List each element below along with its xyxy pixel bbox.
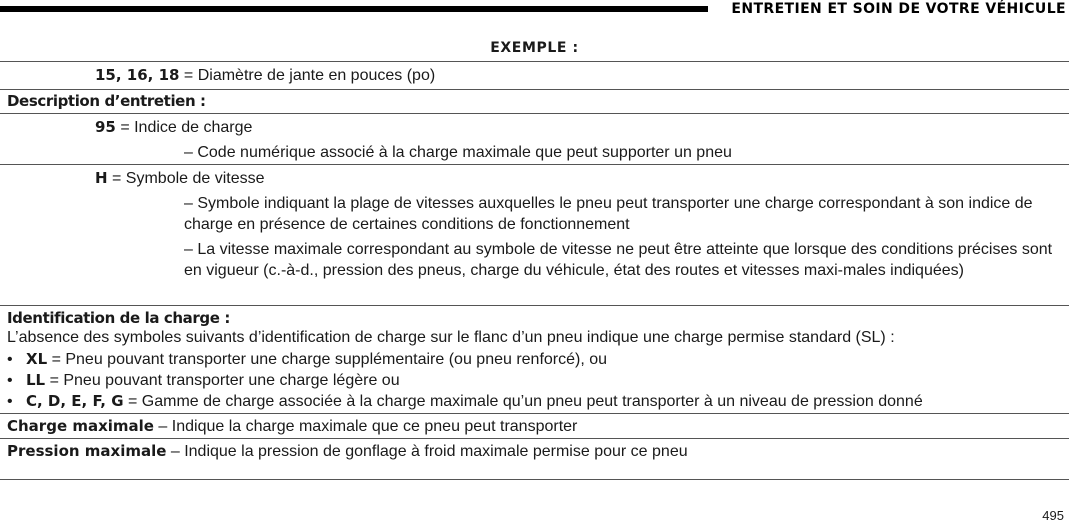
table-rule bbox=[0, 479, 1069, 480]
table-rule bbox=[0, 61, 1069, 62]
max-pressure-row bbox=[7, 441, 688, 462]
load-code-text: = Pneu pouvant transporter une charge légère ou bbox=[45, 372, 400, 389]
rim-diameter-code: 15, 16, 18 bbox=[95, 66, 180, 84]
bullet: • bbox=[7, 393, 13, 410]
max-pressure-text: – Indique la pression de gonflage à froid maximale permise pour ce pneu bbox=[166, 443, 688, 460]
speed-symbol-note-2: – La vitesse maximale correspondant au symbole de vitesse ne peut être atteinte que lorsque des conditions précises sont en vigueur (c.-à-d., pression des pneus, charge du véhicule, état des routes et vitesses maxi-males indiquées) bbox=[184, 241, 1053, 279]
load-code-text: = Pneu pouvant transporter une charge supplémentaire (ou pneu renforcé), ou bbox=[47, 351, 608, 368]
load-code-text: = Gamme de charge associée à la charge maximale qu’un pneu peut transporter à un niveau de pression donné bbox=[123, 393, 923, 410]
header-rule bbox=[0, 6, 708, 12]
table-rule bbox=[0, 113, 1069, 114]
example-title: EXEMPLE : bbox=[490, 40, 579, 56]
rim-diameter-text: = Diamètre de jante en pouces (po) bbox=[179, 67, 436, 84]
list-item bbox=[7, 391, 923, 412]
speed-symbol-note-1: – Symbole indiquant la plage de vitesses auxquelles le pneu peut transporter une charge correspondant à son indice de charge en présence de certaines conditions de fonctionnement bbox=[184, 195, 1033, 233]
max-pressure-label: Pression maximale bbox=[7, 442, 167, 460]
max-load-row bbox=[7, 416, 577, 437]
rim-diameter-row bbox=[95, 65, 435, 86]
load-code: LL bbox=[26, 371, 46, 389]
table-rule bbox=[0, 413, 1069, 414]
speed-symbol-row bbox=[95, 168, 265, 189]
bullet: • bbox=[7, 351, 13, 368]
speed-symbol-code: H bbox=[95, 169, 108, 187]
service-description-heading: Description d’entretien : bbox=[7, 92, 206, 110]
table-rule bbox=[0, 305, 1069, 306]
load-identification-intro: L’absence des symboles suivants d’identification de charge sur le flanc d’un pneu indique une charge permise standard (SL) : bbox=[7, 329, 895, 346]
page-number: 495 bbox=[1042, 508, 1064, 523]
load-code: C, D, E, F, G bbox=[26, 392, 124, 410]
bullet: • bbox=[7, 372, 13, 389]
load-index-note: – Code numérique associé à la charge maximale que peut supporter un pneu bbox=[184, 144, 732, 161]
load-index-row bbox=[95, 117, 252, 138]
max-load-text: – Indique la charge maximale que ce pneu peut transporter bbox=[153, 418, 578, 435]
list-item bbox=[7, 370, 400, 391]
load-index-text: = Indice de charge bbox=[115, 119, 253, 136]
table-rule bbox=[0, 164, 1069, 165]
load-index-code: 95 bbox=[95, 118, 116, 136]
load-code: XL bbox=[26, 350, 48, 368]
load-identification-heading: Identification de la charge : bbox=[7, 309, 230, 327]
speed-symbol-text: = Symbole de vitesse bbox=[107, 170, 265, 187]
list-item bbox=[7, 349, 607, 370]
section-header-title: ENTRETIEN ET SOIN DE VOTRE VÉHICULE bbox=[731, 1, 1066, 17]
table-rule bbox=[0, 89, 1069, 90]
table-rule bbox=[0, 438, 1069, 439]
max-load-label: Charge maximale bbox=[7, 417, 154, 435]
